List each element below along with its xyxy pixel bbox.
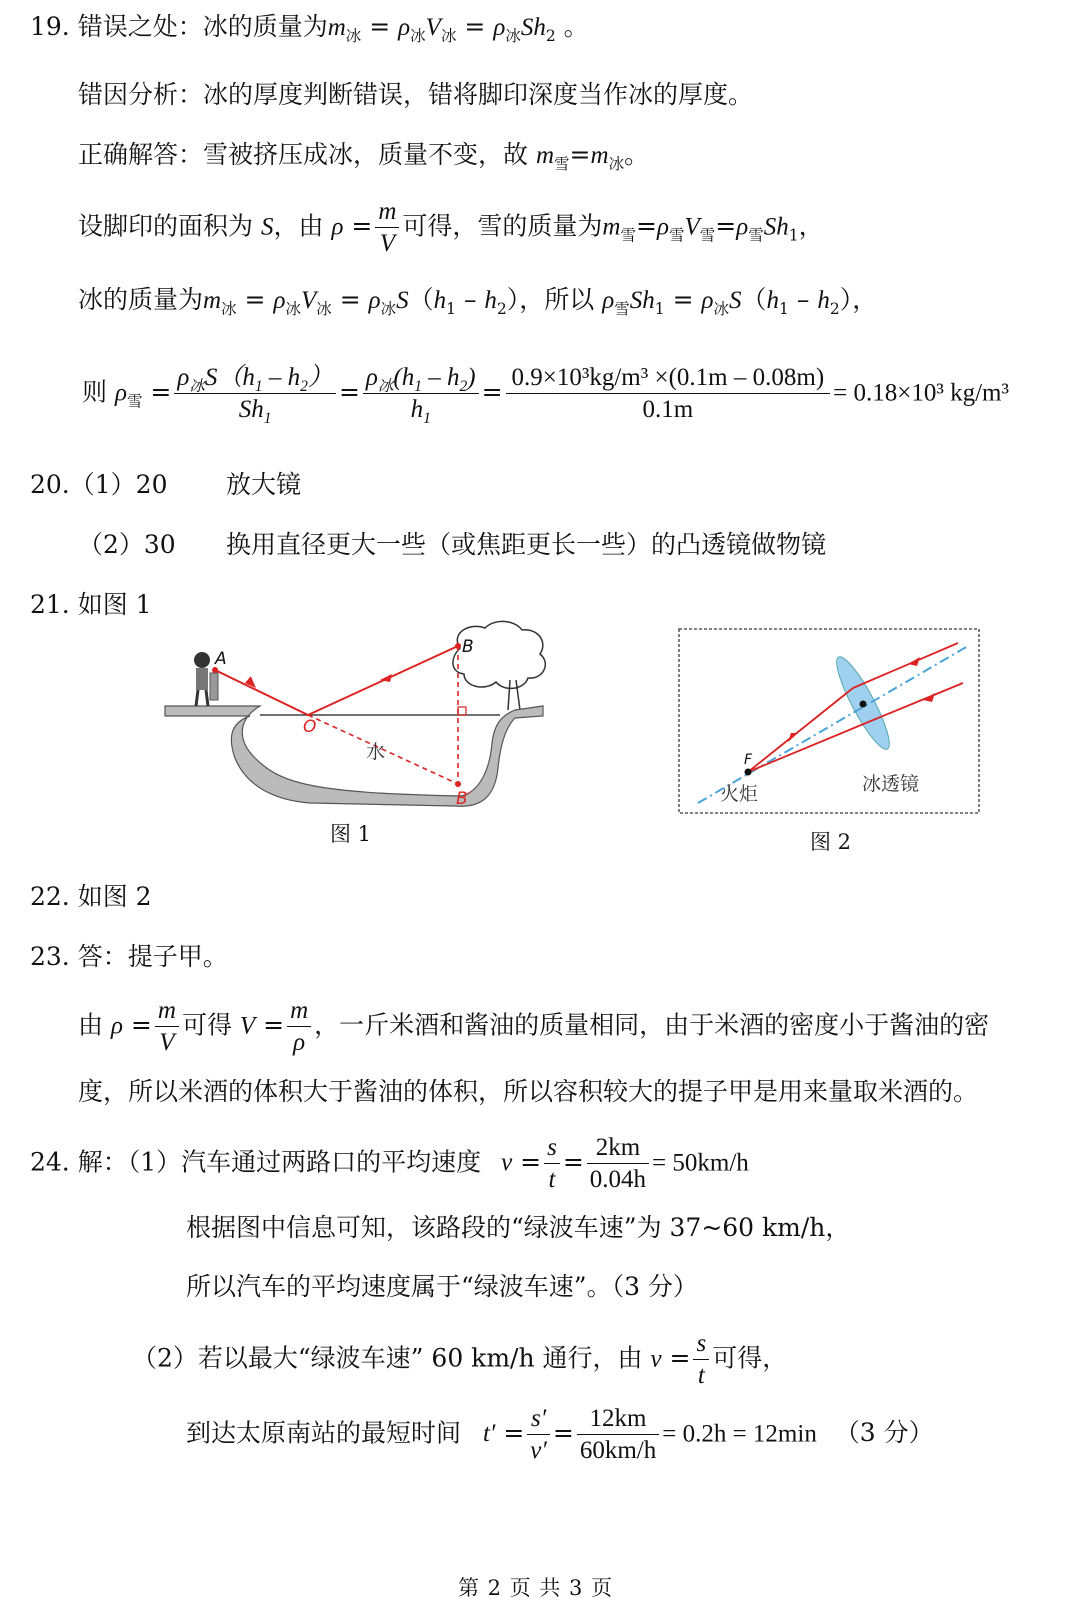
figure-1-caption: 图 1 [330, 822, 372, 846]
q20-number: 20. [30, 470, 70, 499]
q19-line1: 19. 错误之处：冰的质量为$m_冰 = \rho_冰V_冰 = \rho_冰Sh_2$ 。 [30, 12, 589, 45]
q22-line: 22. 如图 2 [30, 882, 152, 911]
q24-line4: （2）若以最大“绿波车速” 60 km/h 通行，由 v = $\frac{s}{t}$ 可得， [132, 1330, 788, 1390]
speed-fraction: $\frac{2km}{0.04h}$ [587, 1132, 649, 1196]
q19-line4: 设脚印的面积为 S，由 ρ = $\frac{m}{V}$ 可得，雪的质量为$m_雪=\rho_雪V_雪=\rho_雪Sh_1$， [78, 196, 824, 260]
q24-number: 24. [30, 1147, 70, 1177]
q21-number: 21. [30, 590, 70, 619]
figure-2-ice-lens-diagram [678, 628, 980, 816]
q24-line2: 根据图中信息可知，该路段的“绿波车速”为 37~60 km/h， [186, 1213, 851, 1242]
q22-number: 22. [30, 882, 70, 911]
q23-line3: 度，所以米酒的体积大于酱油的体积，所以容积较大的提子甲是用来量取米酒的。 [78, 1077, 979, 1106]
focal-point [745, 769, 752, 776]
figure-1-reflection-diagram [160, 618, 550, 813]
q21-line: 21. 如图 1 [30, 590, 152, 619]
pond-shape [165, 706, 543, 806]
arrow-icon [788, 733, 798, 742]
ray-1-out [748, 688, 853, 772]
label-torch: 火炬 [720, 783, 759, 805]
time-fraction: $\frac{12km}{60km/h}$ [577, 1403, 659, 1467]
calculation-fraction: $\frac{\text{0.9×10³kg/m³ ×(0.1m – 0.08m)}}{0.1m}$ [506, 362, 831, 426]
arrow-icon [923, 693, 935, 702]
label-b-prime: B′ [456, 789, 472, 809]
q20-part1-answer: 放大镜 [226, 470, 302, 499]
q19-number: 19. [30, 12, 70, 41]
q19-line2: 错因分析：冰的厚度判断错误，错将脚印深度当作冰的厚度。 [78, 80, 754, 109]
label-o: O [303, 717, 317, 737]
q24-line5: 到达太原南站的最短时间 t′ = $\frac{s'}{v'}$ = $\frac{12km}{60km/h}$ = 0.2h = 12min （3 分） [186, 1403, 934, 1467]
q20-part2: （2）30 [78, 530, 176, 559]
ray-2-out [748, 718, 878, 772]
q23-number: 23. [30, 942, 70, 971]
label-f: F [744, 752, 753, 768]
q20-part1: 20.（1）20 [30, 470, 168, 499]
q19-line5: 冰的质量为$m_冰 = \rho_冰V_冰 = \rho_冰S(h_1 - h_2)$，所以 $\rho_雪Sh_1 = \rho_冰S(h_1 - h_2)$， [78, 285, 878, 318]
density-formula-fraction: $\frac{m}{V}$ [375, 196, 399, 260]
point-b-prime [455, 781, 461, 787]
principal-axis [698, 646, 968, 803]
q19-line6: 则 $\rho_雪$ = $\frac{\rho_冰S(h_1 - h_2)}{Sh_1}$ = $\frac{\rho_冰(h_1 - h_2)}{h_1}$ = $\frac{\text{0.9×10³kg/m³ ×(0.1m – 0.08m)}}{0.1m}$ = 0.18×10³ kg/m³ [82, 364, 1009, 428]
label-water: 水 [366, 741, 386, 763]
label-a: A [215, 649, 227, 669]
q23-line2: 由 ρ = $\frac{m}{V}$ 可得 V = $\frac{m}{\rho}$ ，一斤米酒和酱油的质量相同，由于米酒的密度小于酱油的密 [78, 997, 990, 1057]
q19-error-label: 错误之处：冰的质量为 [77, 12, 328, 41]
q24-line1: 24. 解：（1）汽车通过两路口的平均速度 v = $\frac{s}{t}$ = $\frac{2km}{0.04h}$ = 50km/h [30, 1132, 749, 1196]
q23-line1: 23. 答：提子甲。 [30, 942, 228, 971]
q24-line3: 所以汽车的平均速度属于“绿波车速”。（3 分） [186, 1272, 698, 1301]
ray-2-in [878, 683, 963, 718]
tree-icon [453, 621, 545, 710]
page-footer: 第 2 页 共 3 页 [458, 1576, 614, 1600]
right-angle-mark [458, 707, 466, 715]
arrow-icon [908, 657, 920, 666]
optical-center [860, 701, 867, 708]
point-b [455, 643, 461, 649]
label-b: B [462, 637, 474, 657]
q20-part2-answer: 换用直径更大一些（或焦距更长一些）的凸透镜做物镜 [226, 530, 827, 559]
figure-2-caption: 图 2 [810, 830, 852, 854]
q19-line3: 正确解答：雪被挤压成冰，质量不变，故 $m_雪=m_冰$。 [78, 140, 650, 173]
label-ice-lens: 冰透镜 [862, 773, 920, 795]
